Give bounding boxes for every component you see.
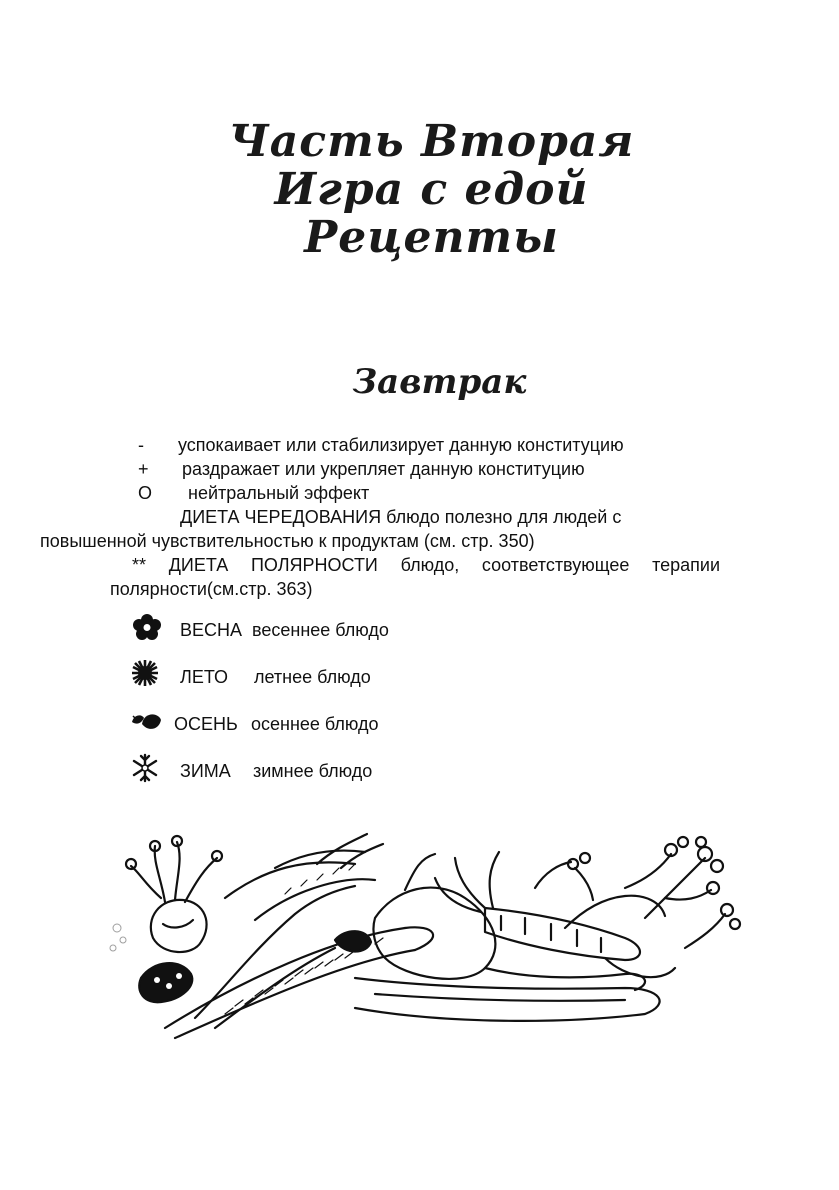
parsley-drawing — [535, 837, 740, 948]
season-desc: зимнее блюдо — [253, 761, 373, 781]
legend-text: нейтральный эффект — [188, 483, 370, 503]
season-name: ОСЕНЬ — [174, 714, 238, 734]
flower-icon — [130, 612, 164, 642]
snowflake-icon — [130, 753, 164, 783]
season-desc: весеннее блюдо — [252, 620, 389, 640]
polarity-diet-marker: ** — [132, 555, 169, 575]
rotation-diet-name: ДИЕТА ЧЕРЕДОВАНИЯ — [180, 507, 382, 527]
legend-row-plus — [110, 457, 720, 481]
paper-texture — [110, 924, 126, 951]
part-title — [0, 118, 839, 262]
legend-text: раздражает или укрепляет данную конституцию — [182, 459, 585, 479]
rotation-diet-note — [40, 505, 720, 553]
squash-drawing — [335, 854, 495, 979]
legend-symbol: + — [138, 459, 149, 479]
season-name: ЛЕТО — [180, 667, 229, 687]
legend-text: успокаивает или стабилизирует данную конституцию — [178, 435, 624, 455]
season-name: ЗИМА — [180, 761, 231, 781]
aubergine-drawing — [139, 963, 192, 1002]
polarity-diet-text-2: полярности(см.стр. 363) — [110, 579, 313, 599]
part-title-line-2: Игра с едой — [274, 164, 589, 215]
polarity-diet-name: ДИЕТА ПОЛЯРНОСТИ — [168, 555, 378, 575]
carrot-drawing — [435, 852, 675, 977]
season-name: ВЕСНА — [180, 620, 243, 640]
season-desc: летнее блюдо — [254, 667, 371, 687]
turnip-drawing — [126, 836, 222, 952]
legend-symbol: O — [138, 483, 153, 503]
legend-row-minus — [110, 433, 720, 457]
legend-symbol: - — [138, 435, 144, 455]
part-title-line-1: Часть Вторая — [228, 116, 635, 167]
vegetables-illustration — [105, 828, 745, 1053]
legend — [40, 433, 720, 601]
polarity-diet-note — [110, 553, 720, 601]
section-title: Завтрак — [352, 362, 527, 402]
rotation-diet-text-2: повышенной чувствительностью к продуктам (см. стр. 350) — [40, 531, 535, 551]
legend-row-neutral — [110, 481, 720, 505]
sun-icon — [130, 659, 164, 689]
polarity-diet-text: блюдо, соответствующее терапии — [377, 555, 720, 575]
leek-drawing — [355, 968, 660, 1021]
part-title-line-3: Рецепты — [304, 212, 559, 263]
rotation-diet-text: блюдо полезно для людей с — [381, 507, 622, 527]
leaves-icon — [130, 706, 164, 736]
polarity-diet-line-1 — [110, 553, 720, 577]
season-desc: осеннее блюдо — [251, 714, 379, 734]
